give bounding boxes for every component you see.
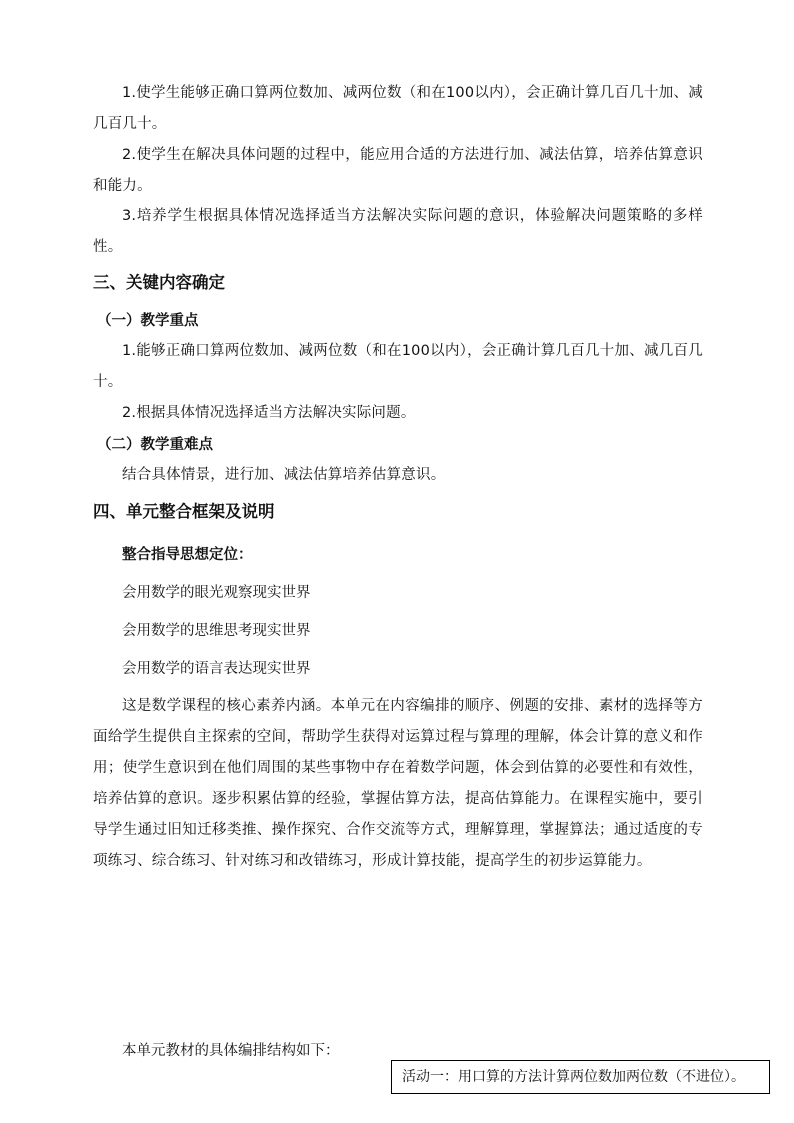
objective-3: 3.培养学生根据具体情况选择适当方法解决实际问题的意识，体验解决问题策略的多样性。 bbox=[93, 208, 703, 255]
section-4-heading: 四、单元整合框架及说明 bbox=[93, 502, 275, 521]
key-point-1: 1.能够正确口算两位数加、减两位数（和在100以内），会正确计算几百几十加、减几百几十。 bbox=[93, 343, 703, 390]
guide-line-3: 会用数学的语言表达现实世界 bbox=[122, 661, 311, 677]
objective-1: 1.使学生能够正确口算两位数加、减两位数（和在100以内），会正确计算几百几十加、减几百几十。 bbox=[93, 85, 703, 132]
key-points-heading: （一）教学重点 bbox=[97, 313, 199, 329]
structure-intro: 本单元教材的具体编排结构如下： bbox=[122, 1043, 340, 1059]
section-3-heading: 三、关键内容确定 bbox=[93, 273, 225, 292]
key-point-2: 2.根据具体情况选择适当方法解决实际问题。 bbox=[122, 405, 416, 421]
guide-line-2: 会用数学的思维思考现实世界 bbox=[122, 623, 311, 639]
guide-heading: 整合指导思想定位： bbox=[122, 547, 253, 563]
activity-1-box: 活动一：用口算的方法计算两位数加两位数（不进位）。 bbox=[391, 1060, 770, 1094]
section-4-body: 这是数学课程的核心素养内涵。本单元在内容编排的顺序、例题的安排、素材的选择等方面给学生提供自主探索的空间，帮助学生获得对运算过程与算理的理解，体会计算的意义和作用；使学生意识到在他们周围的某些事物中存在着数学问题，体会到估算的必要性和有效性，培养估算的意识。逐步积累估算的经验，掌握估算方法，提高估算能力。在课程实施中，要引导学生通过旧知迁移类推、操作探究、合作交流等方式，理解算理，掌握算法；通过适度的专项练习、综合练习、针对练习和改错练习，形成计算技能，提高学生的初步运算能力。 bbox=[93, 698, 703, 869]
difficult-points-text: 结合具体情景，进行加、减法估算培养估算意识。 bbox=[122, 467, 446, 483]
guide-line-1: 会用数学的眼光观察现实世界 bbox=[122, 585, 311, 601]
objective-2: 2.使学生在解决具体问题的过程中，能应用合适的方法进行加、减法估算，培养估算意识和能力。 bbox=[93, 147, 703, 194]
difficult-points-heading: （二）教学重难点 bbox=[97, 437, 213, 453]
